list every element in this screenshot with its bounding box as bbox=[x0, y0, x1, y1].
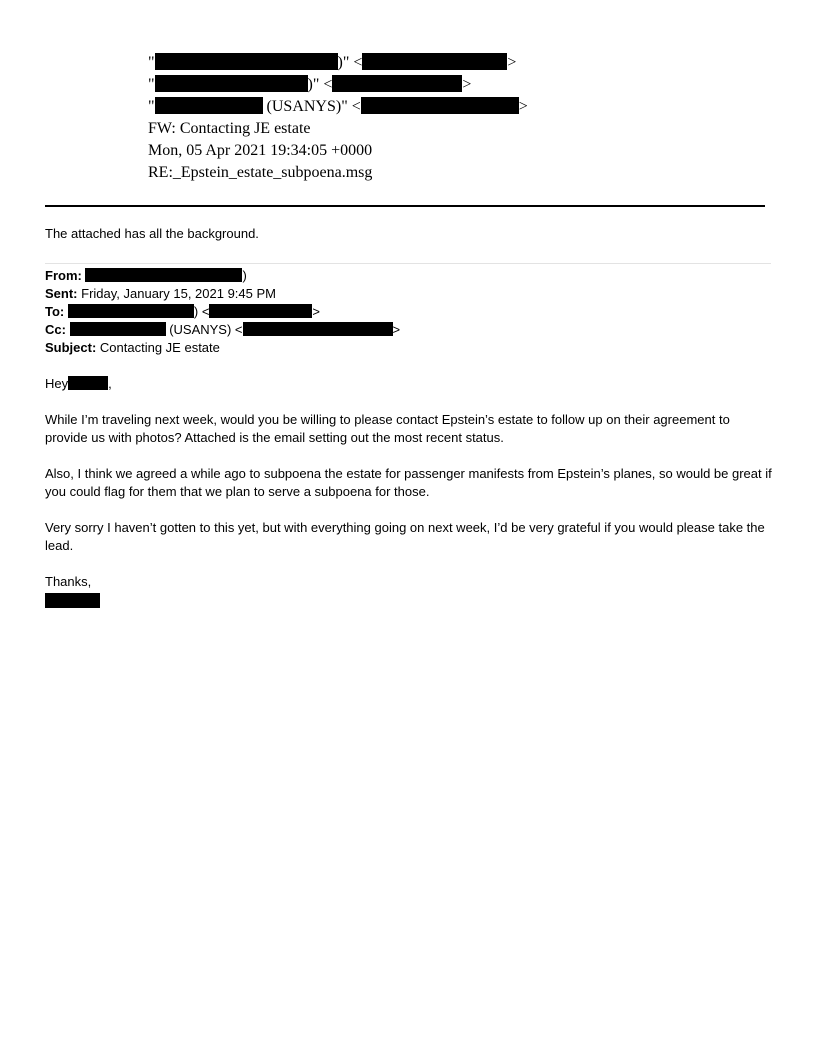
original-cc-row bbox=[45, 321, 400, 339]
header-cc-value bbox=[148, 96, 528, 118]
header-to-close: > bbox=[462, 76, 472, 93]
redaction-block bbox=[362, 53, 507, 70]
header-subject-value: FW: Contacting JE estate bbox=[148, 120, 311, 137]
quote-open: " bbox=[148, 54, 155, 71]
quote-open: " bbox=[148, 98, 155, 115]
redaction-block bbox=[155, 75, 308, 92]
greeting-suffix: , bbox=[108, 376, 112, 391]
original-cc-label: Cc: bbox=[45, 322, 66, 337]
redaction-block bbox=[68, 376, 108, 390]
redaction-block bbox=[361, 97, 519, 114]
redaction-block bbox=[85, 268, 242, 282]
original-from-label: From: bbox=[45, 268, 82, 283]
original-subject-label: Subject: bbox=[45, 340, 97, 355]
body-paragraph-3: Very sorry I haven’t gotten to this yet, but with everything going on next week, I’d be very grateful if you would please take the lead. bbox=[45, 520, 765, 553]
redaction-block bbox=[155, 97, 263, 114]
signature-redaction bbox=[45, 593, 775, 611]
header-date-value: Mon, 05 Apr 2021 19:34:05 +0000 bbox=[148, 142, 373, 159]
greeting-prefix: Hey bbox=[45, 376, 69, 391]
redaction-block bbox=[70, 322, 166, 336]
header-from-mid: )" < bbox=[337, 54, 363, 71]
header-to-value bbox=[148, 74, 471, 96]
header-embedded-value: RE:_Epstein_estate_subpoena.msg bbox=[148, 164, 373, 181]
message-body bbox=[45, 375, 775, 611]
original-from-close: ) bbox=[242, 268, 247, 283]
original-sent-label: Sent: bbox=[45, 286, 78, 301]
original-subject-value: Contacting JE estate bbox=[99, 340, 220, 355]
forward-divider bbox=[45, 263, 771, 264]
body-paragraph-1: While I’m traveling next week, would you be willing to please contact Epstein’s estate to follow up on their agreement to provide us with photos? Attached is the email setting out the most recent status. bbox=[45, 412, 730, 445]
original-to-row bbox=[45, 303, 400, 321]
original-sent-value: Friday, January 15, 2021 9:45 PM bbox=[81, 286, 276, 301]
redaction-block bbox=[68, 304, 194, 318]
header-from-value bbox=[148, 52, 516, 74]
original-sent-row bbox=[45, 285, 400, 303]
header-from-close: > bbox=[507, 54, 517, 71]
original-cc-close: > bbox=[392, 322, 401, 337]
header-to-mid: )" < bbox=[307, 76, 333, 93]
original-to-label: To: bbox=[45, 304, 65, 319]
header-cc-mid: (USANYS)" < bbox=[262, 98, 361, 115]
greeting bbox=[45, 375, 775, 393]
original-message-header bbox=[45, 267, 400, 357]
body-paragraph-2: Also, I think we agreed a while ago to subpoena the estate for passenger manifests from Epstein’s planes, so would be great if you could flag for them that we plan to serve a subpoena for those. bbox=[45, 466, 772, 499]
redaction-block bbox=[155, 53, 338, 70]
redaction-block bbox=[243, 322, 393, 336]
original-to-mid: ) < bbox=[193, 304, 210, 319]
redaction-block bbox=[209, 304, 312, 318]
original-cc-mid: (USANYS) < bbox=[165, 322, 243, 337]
header-divider bbox=[45, 205, 765, 207]
intro-text: The attached has all the background. bbox=[45, 226, 259, 241]
redaction-block bbox=[45, 593, 100, 608]
quote-open: " bbox=[148, 76, 155, 93]
original-to-close: > bbox=[312, 304, 321, 319]
closing: Thanks, bbox=[45, 574, 92, 589]
original-subject-row bbox=[45, 339, 400, 357]
original-from-row bbox=[45, 267, 400, 285]
redaction-block bbox=[332, 75, 462, 92]
header-cc-close: > bbox=[518, 98, 528, 115]
